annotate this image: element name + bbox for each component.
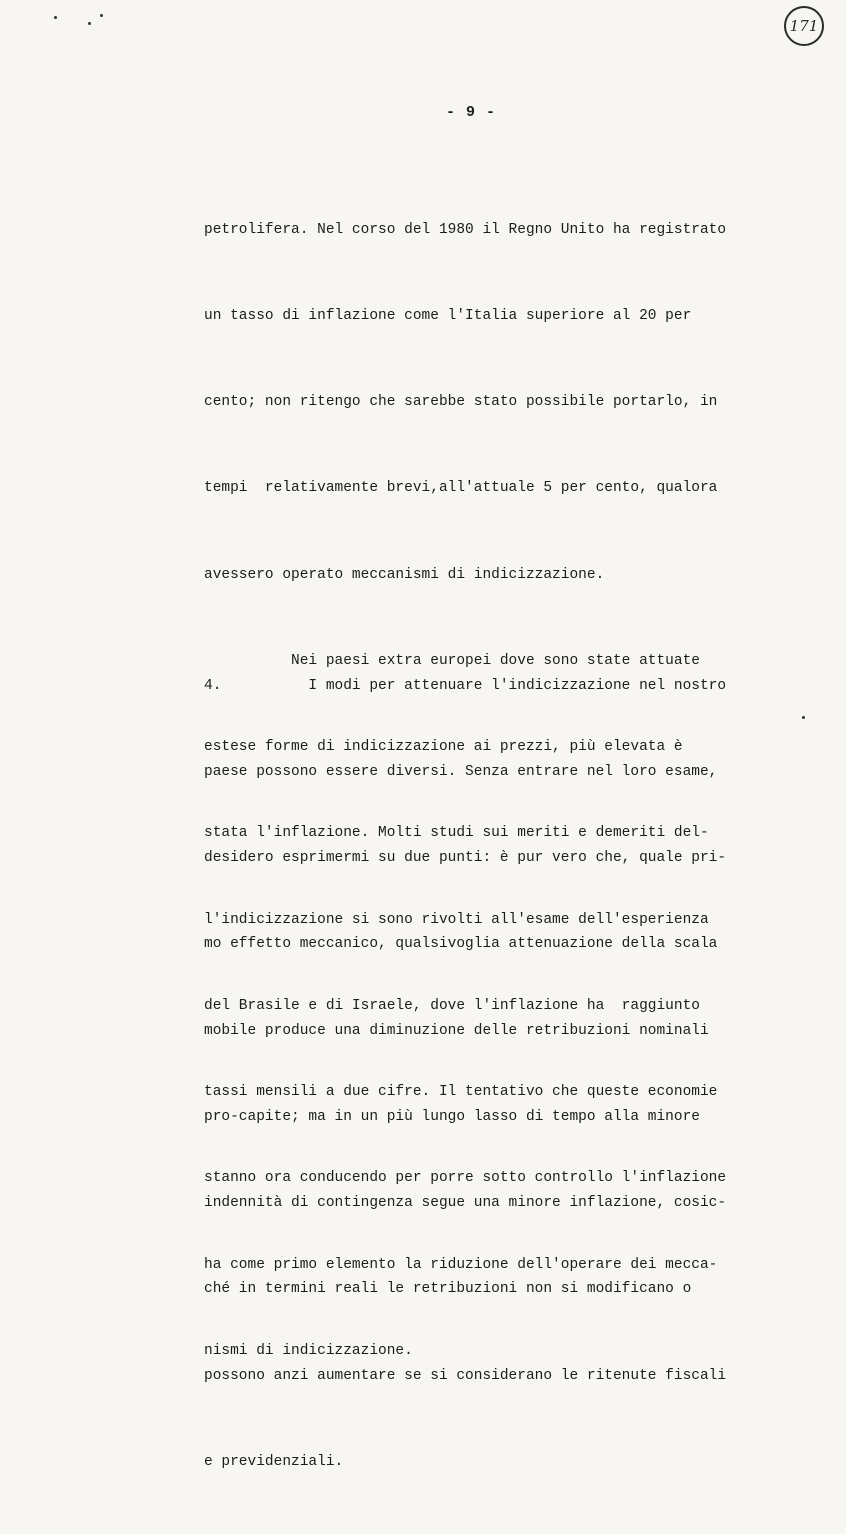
text-line: desidero esprimermi su due punti: è pur vero che, quale pri- — [204, 850, 727, 866]
text-line: avessero operato meccanismi di indicizzazione. — [204, 566, 605, 583]
text-line: Nei paesi extra europei dove sono state attuate — [204, 652, 700, 669]
scan-speck — [54, 16, 57, 19]
scan-speck — [100, 14, 103, 17]
text-line: nismi di indicizzazione. — [204, 1342, 413, 1359]
text-line: stanno ora conducendo per porre sotto controllo l'inflazione — [204, 1170, 727, 1187]
text-line: possono anzi aumentare se si considerano le ritenute fiscali — [204, 1367, 727, 1384]
text-line: estese forme di indicizzazione ai prezzi, più elevata è — [204, 739, 683, 755]
text-line: pro-capite; ma in un più lungo lasso di tempo alla minore — [204, 1108, 700, 1125]
text-line: l'indicizzazione si sono rivolti all'esame dell'esperienza — [204, 911, 709, 928]
text-line: tempi relativamente brevi,all'attuale 5 per cento, qualora — [204, 480, 718, 497]
section-4-paragraph — [204, 614, 726, 1534]
scan-speck — [802, 716, 805, 719]
text-line: un tasso di inflazione come l'Italia superiore al 20 per — [204, 307, 692, 324]
text-line: stata l'inflazione. Molti studi sui meriti e demeriti del- — [204, 825, 709, 842]
text-line: cento; non ritengo che sarebbe stato possibile portarlo, in — [204, 394, 718, 410]
text-line: indennità di contingenza segue una minore inflazione, cosic- — [204, 1195, 727, 1211]
text-line: ha come primo elemento la riduzione dell'operare dei mecca- — [204, 1256, 718, 1273]
text-line: paese possono essere diversi. Senza entrare nel loro esame, — [204, 763, 718, 780]
text-line: e previdenziali. — [204, 1453, 344, 1470]
text-line: ché in termini reali le retribuzioni non si modificano o — [204, 1281, 692, 1298]
text-line: del Brasile e di Israele, dove l'inflazione ha raggiunto — [204, 997, 700, 1014]
text-line: mobile produce una diminuzione delle retribuzioni nominali — [204, 1022, 709, 1039]
archive-page-stamp: 171 — [784, 6, 824, 46]
text-line: tassi mensili a due cifre. Il tentativo che queste economie — [204, 1084, 718, 1100]
page-number: - 9 - — [446, 104, 497, 121]
scan-speck — [88, 22, 91, 25]
text-line: 4. I modi per attenuare l'indicizzazione nel nostro — [204, 677, 727, 694]
text-line: petrolifera. Nel corso del 1980 il Regno Unito ha registrato — [204, 221, 727, 238]
text-line: mo effetto meccanico, qualsivoglia attenuazione della scala — [204, 936, 718, 953]
